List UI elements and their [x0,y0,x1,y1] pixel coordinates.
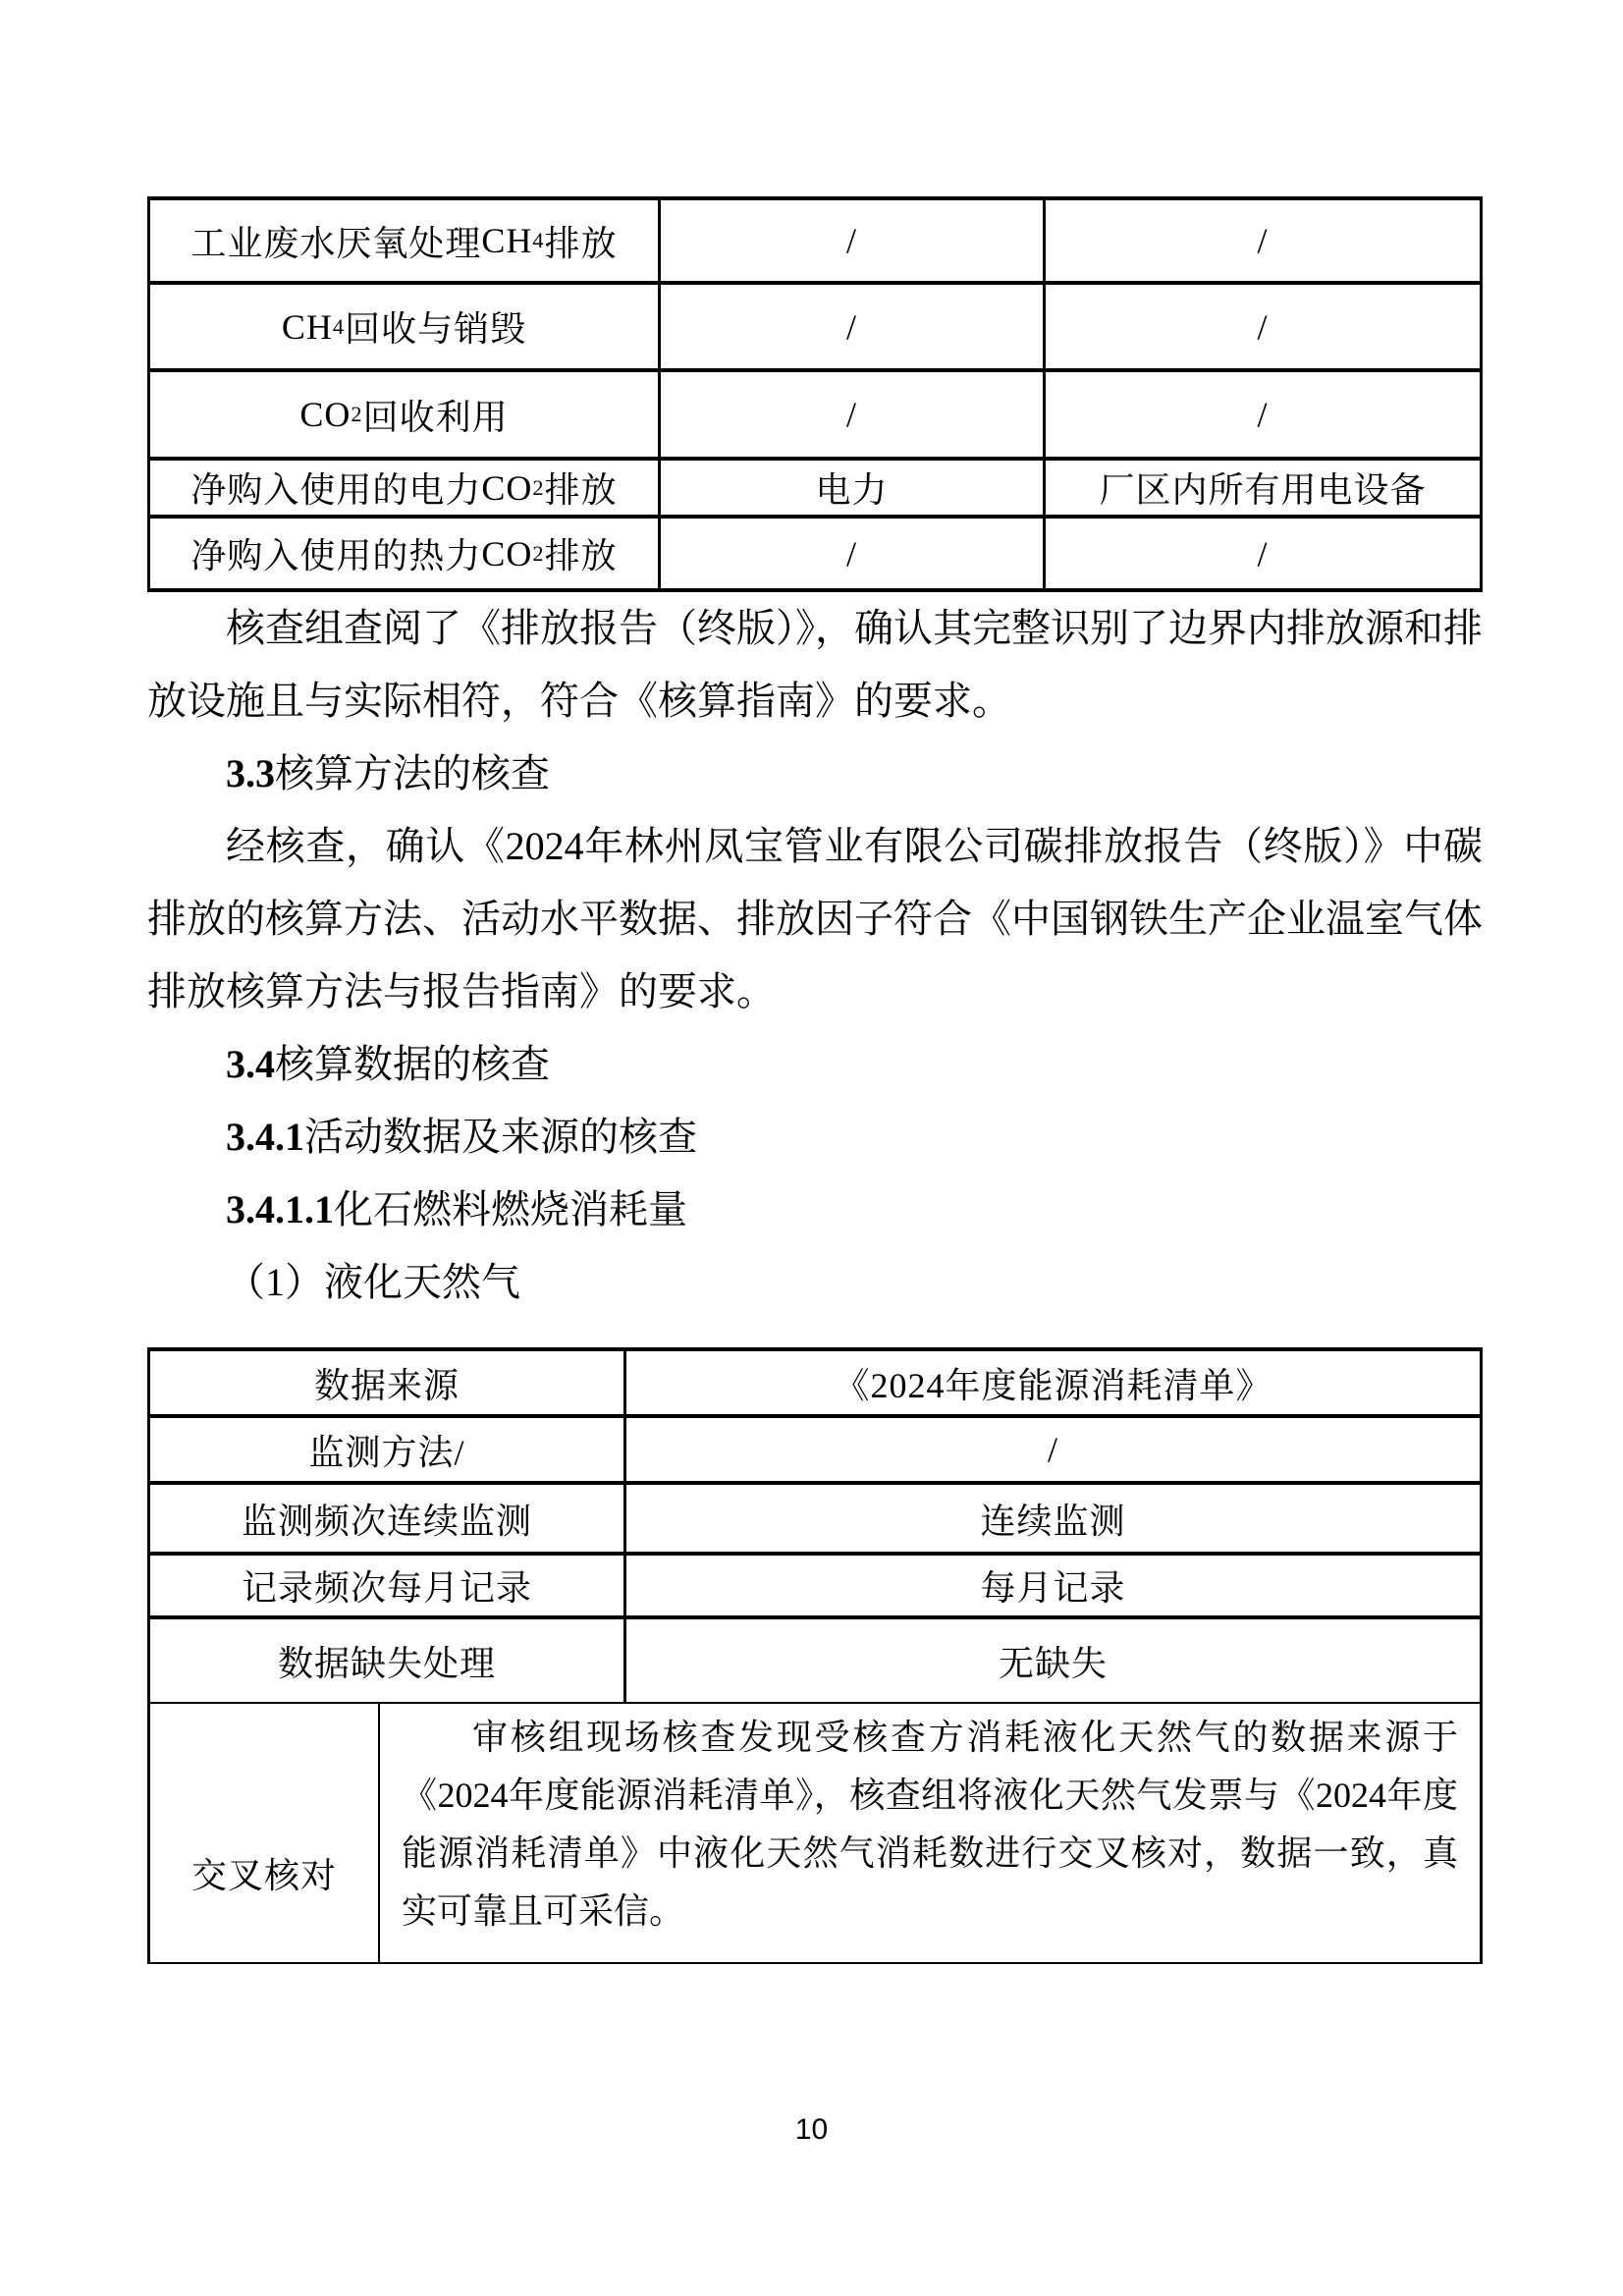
cross-check-label: 交叉核对 [150,1704,380,1962]
label-text: 排放 [544,223,618,263]
section-number: 3.4.1 [226,1115,304,1159]
emission-source-cell: CO 2 回收利用 [150,372,661,457]
energy-type-cell: / [661,372,1046,457]
label-text: 回收与销毁 [345,309,527,349]
section-title: 化石燃料燃烧消耗量 [334,1187,687,1231]
facility-cell: / [1257,306,1269,347]
emission-sources-table [147,196,1483,592]
table-row [150,1351,1480,1418]
label-text: 工业废水厌氧处理 [190,223,482,263]
label-text: 净购入使用的热力 [190,536,482,575]
table-row [150,1619,1480,1704]
section-title: 核算数据的核查 [275,1042,550,1086]
record-frequency-value: 每月记录 [980,1568,1126,1608]
section-title: 核算方法的核查 [275,751,550,795]
chemical-formula: CO [299,395,352,434]
energy-type-cell: / [661,200,1046,281]
table-row [150,200,1480,285]
section-heading-3-4-1 [147,1101,1483,1174]
label-text: 净购入使用的电力 [190,470,482,510]
missing-data-label: 数据缺失处理 [150,1619,626,1702]
list-item-lng: （1）液化天然气 [226,1260,520,1304]
energy-type-cell: / [661,285,1046,368]
record-frequency-label: 记录频次每月记录 [150,1556,626,1615]
label-text: 排放 [544,536,618,575]
monitoring-method-value: / [1047,1430,1058,1469]
table-row [150,1418,1480,1485]
body-text [147,592,1483,1319]
paragraph-method-conclusion: 经核查，确认《2024年林州凤宝管业有限公司碳排放报告（终版）》中碳排放的核算方法、活动水平数据、排放因子符合《中国钢铁生产企业温室气体排放核算方法与报告指南》的要求。 [147,824,1483,1013]
section-number: 3.3 [226,751,275,795]
label-text: 排放 [544,470,618,510]
facility-cell: / [1257,221,1269,260]
table-row [150,285,1480,372]
monitoring-method-label: 监测方法/ [150,1418,626,1481]
table-row [150,1485,1480,1556]
section-title: 活动数据及来源的核查 [304,1115,697,1159]
emission-source-cell: 净购入使用的电力 CO 2 排放 [150,461,661,515]
chemical-formula: CH [481,221,533,260]
section-number: 3.4 [226,1042,275,1086]
page-content [147,196,1483,1964]
emission-source-cell: 净购入使用的热力 CO 2 排放 [150,519,661,588]
label-text: 回收利用 [362,397,509,437]
section-heading-3-4 [147,1028,1483,1101]
missing-data-value: 无缺失 [998,1643,1108,1683]
facility-cell: / [1257,395,1269,434]
cross-check-row [150,1704,1480,1962]
section-number: 3.4.1.1 [226,1187,334,1231]
facility-cell: / [1257,533,1269,574]
energy-type-cell: / [661,519,1046,588]
cross-check-text: 审核组现场核查发现受核查方消耗液化天然气的数据来源于《2024年度能源消耗清单》，核查组将液化天然气发票与《2024年度能源消耗清单》中液化天然气消耗数进行交叉核对，数据一致，真实可靠且可采信。 [402,1718,1458,1931]
page-number: 10 [794,2113,829,2146]
facility-cell: 厂区内所有用电设备 [1099,470,1427,510]
energy-type-cell: 电力 [661,461,1046,515]
table-row [150,519,1480,588]
table-row [150,1556,1480,1619]
section-heading-3-4-1-1 [147,1174,1483,1246]
chemical-formula: CH [281,306,333,347]
monitoring-frequency-label: 监测频次连续监测 [150,1485,626,1552]
chemical-formula: CO [481,533,533,574]
data-source-value: 《2024年度能源消耗清单》 [834,1365,1272,1405]
paragraph-verification-conclusion: 核查组查阅了《排放报告（终版）》，确认其完整识别了边界内排放源和排放设施且与实际相符，符合《核算指南》的要求。 [147,606,1483,723]
table-row [150,461,1480,519]
lng-data-table [147,1347,1483,1964]
emission-source-cell: 工业废水厌氧处理 CH 4 排放 [150,200,661,281]
monitoring-frequency-value: 连续监测 [980,1501,1126,1541]
data-source-label: 数据来源 [150,1351,626,1414]
emission-source-cell: CH 4 回收与销毁 [150,285,661,368]
section-heading-3-3 [147,738,1483,810]
table-row [150,372,1480,461]
chemical-formula: CO [481,467,533,508]
